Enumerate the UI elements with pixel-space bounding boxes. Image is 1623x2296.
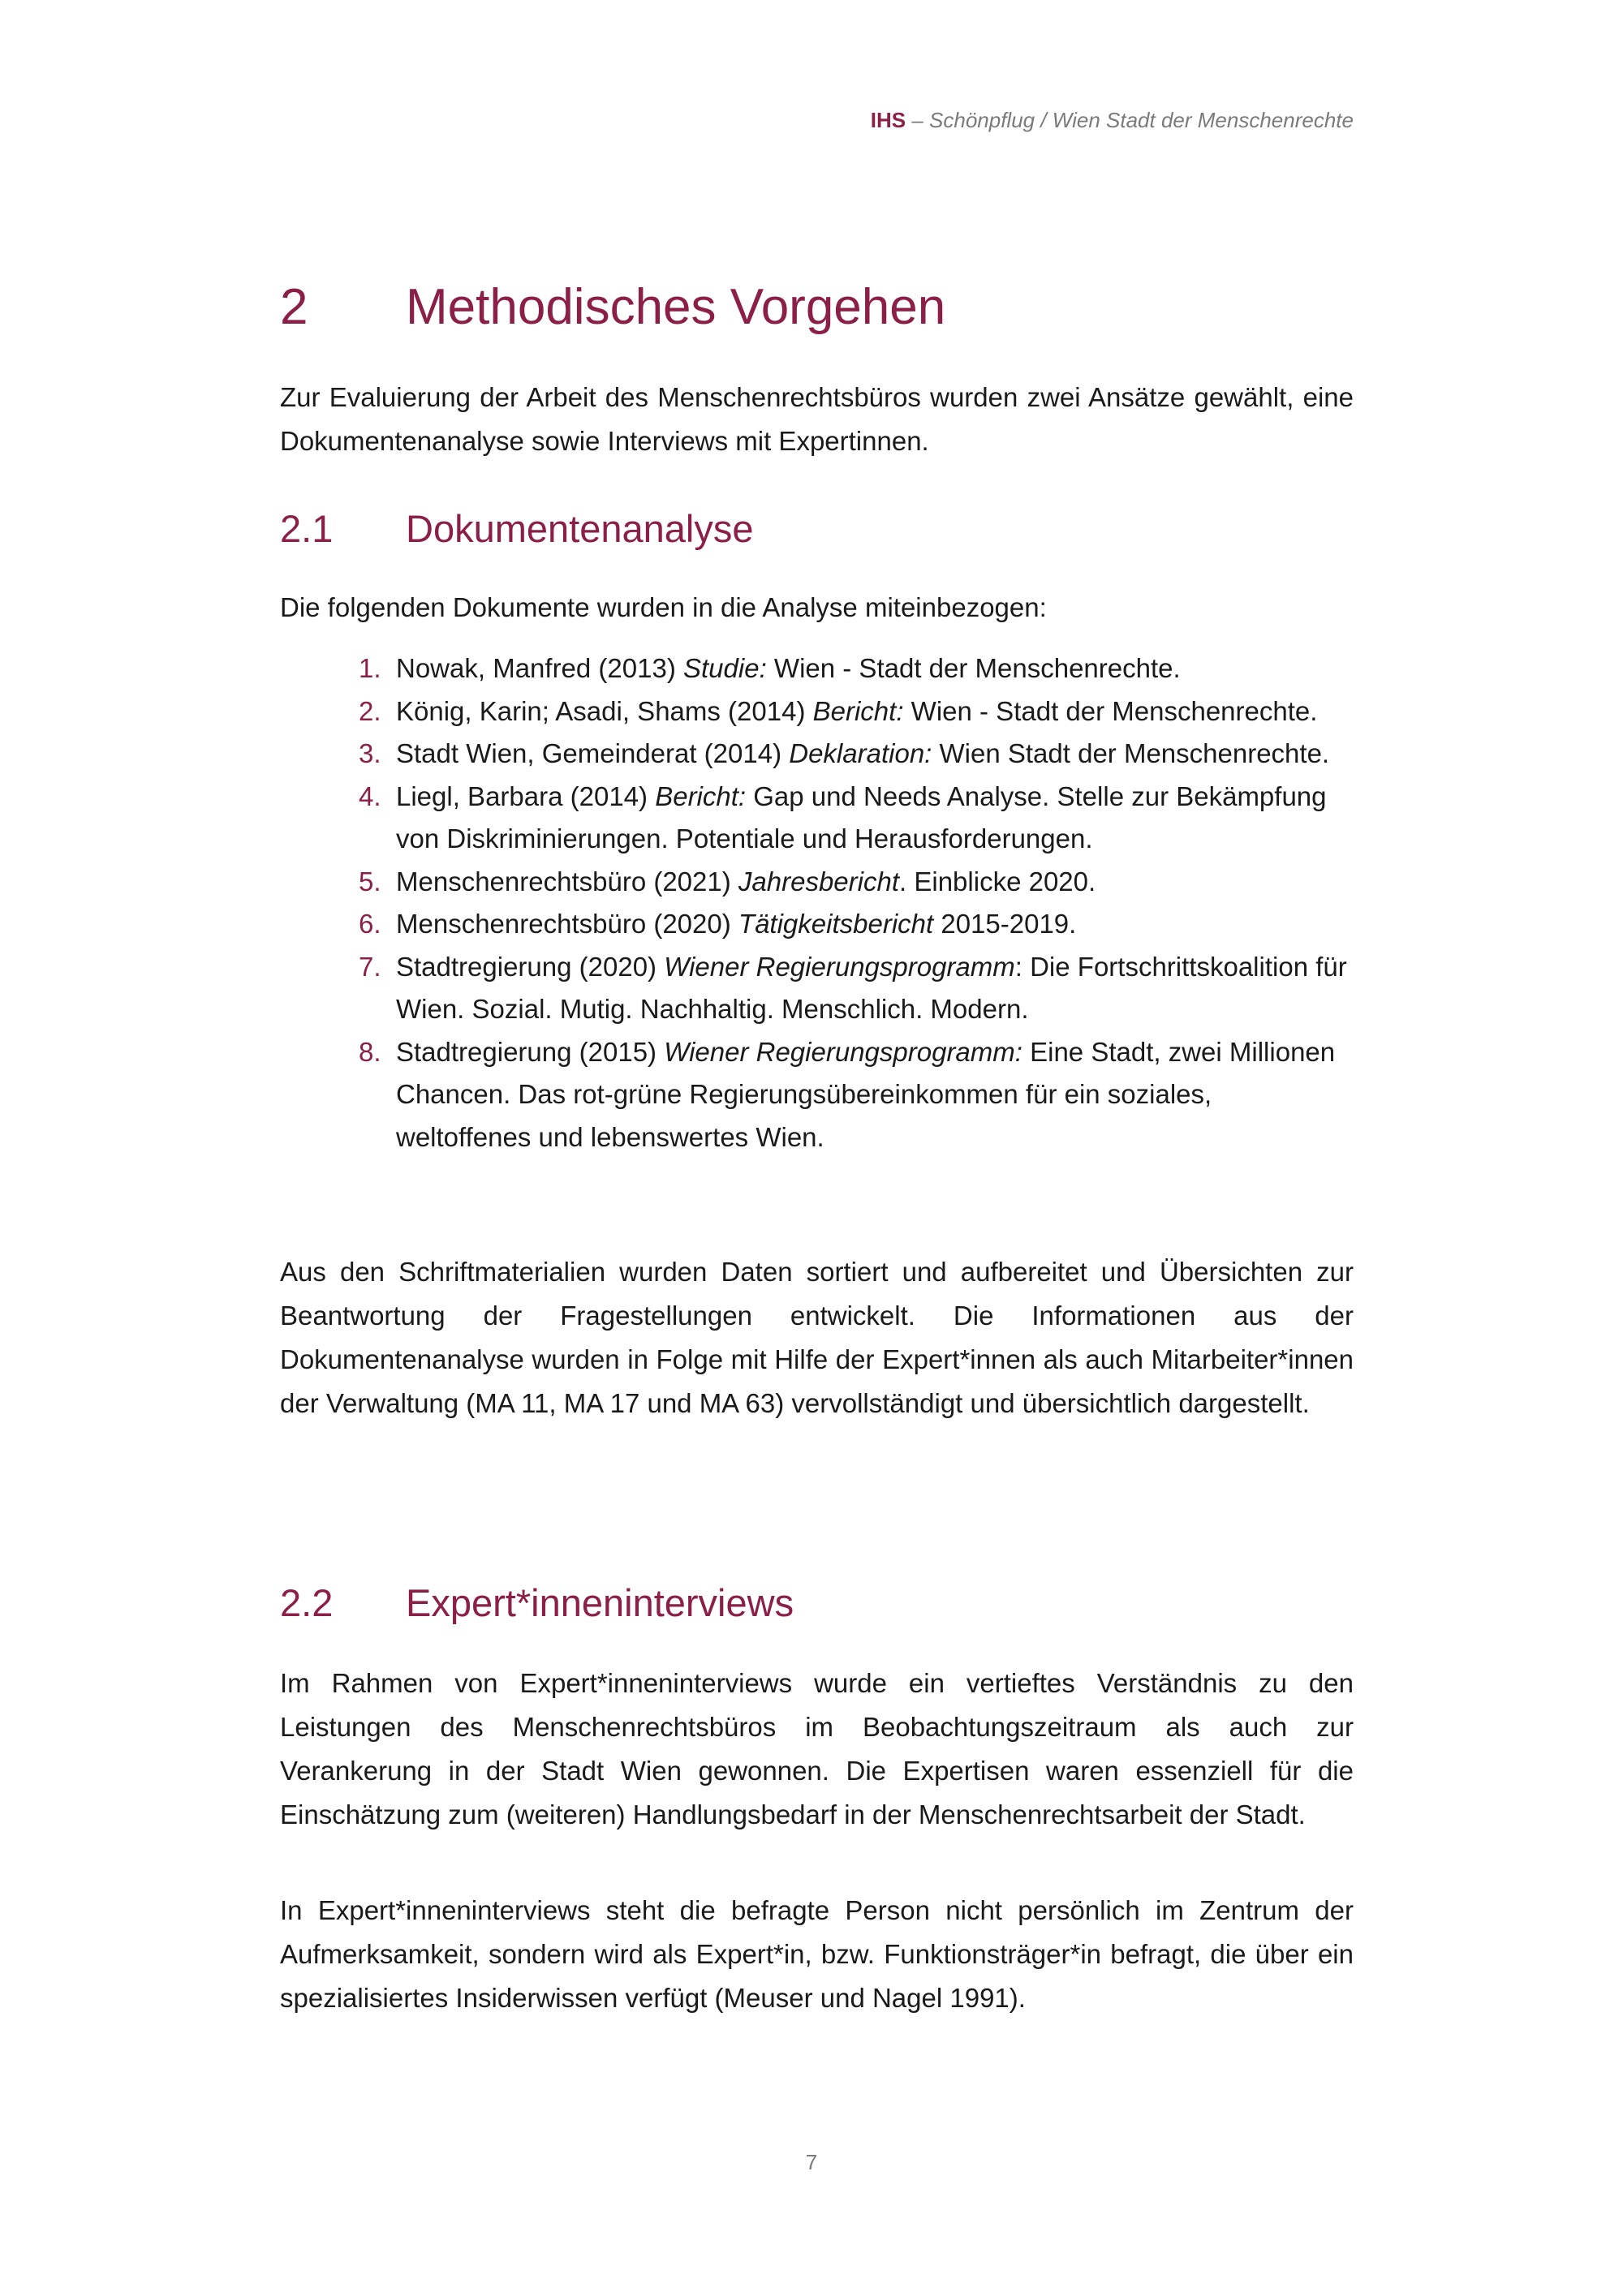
list-item <box>280 946 1354 1031</box>
list-item-text: Wien - Stadt der Menschenrechte. <box>766 653 1181 683</box>
list-item-type: Studie: <box>683 653 767 683</box>
interviews-paragraph-1: Im Rahmen von Expert*inneninterviews wurde ein vertieftes Verständnis zu den Leistungen des Menschenrechtsbüros im Beobachtungszeitraum als auch zur Verankerung in der Stadt Wien gewonnen. Die Expertisen waren essenziell für die Einschätzung zum (weiteren) Handlungsbedarf in der Menschenrechtsarbeit der Stadt. <box>280 1668 1354 1829</box>
list-item-text: Wien - Stadt der Menschenrechte. <box>903 695 1318 726</box>
section-title: Methodisches Vorgehen <box>406 279 946 335</box>
list-item-number: 7. <box>359 951 381 982</box>
list-item-type: Bericht: <box>655 780 747 811</box>
subsection-heading-dokumentenanalyse <box>280 506 754 551</box>
list-item-text: Gap und Needs Analyse. Stelle zur Bekämpfung von Diskriminierungen. Potentiale und Herausforderungen. <box>396 780 1327 853</box>
list-item-text: Stadt Wien, Gemeinderat (2014) <box>396 738 790 768</box>
list-item <box>280 861 1354 904</box>
list-item-type: Tätigkeitsbericht <box>738 909 934 939</box>
list-item-type: Wiener Regierungsprogramm <box>664 951 1015 982</box>
list-item-text: Menschenrechtsbüro (2020) <box>396 909 738 939</box>
list-item-type: Bericht: <box>812 695 904 726</box>
list-item-type: Deklaration: <box>789 738 932 768</box>
list-item-text: Wien Stadt der Menschenrechte. <box>932 738 1330 768</box>
list-item-number: 2. <box>359 695 381 726</box>
section-intro: Zur Evaluierung der Arbeit des Menschenrechtsbüros wurden zwei Ansätze gewählt, eine Dokumentenanalyse sowie Interviews mit Expertinnen. <box>280 382 1354 456</box>
section-number: 2 <box>280 279 308 335</box>
running-header <box>871 108 1354 133</box>
list-item <box>280 690 1354 733</box>
list-item-text: Liegl, Barbara (2014) <box>396 780 656 811</box>
list-item <box>280 1031 1354 1159</box>
list-item-text: Stadtregierung (2015) <box>396 1036 665 1067</box>
list-item-text: Stadtregierung (2020) <box>396 951 665 982</box>
dokumentenanalyse-closing-paragraph: Aus den Schriftmaterialien wurden Daten sortiert und aufbereitet und Übersichten zur Beantwortung der Fragestellungen entwickelt. Die Informationen aus der Dokumentenanalyse wurden in Folge mit Hilfe der Expert*innen als auch Mitarbeiter*innen der Verwaltung (MA 11, MA 17 und MA 63) vervollständigt und übersichtlich dargestellt. <box>280 1257 1354 1418</box>
header-title: Schönpflug / Wien Stadt der Menschenrechte <box>929 108 1354 132</box>
list-item-type: Wiener Regierungsprogramm: <box>664 1036 1022 1067</box>
list-item-number: 1. <box>359 653 381 683</box>
header-separator: – <box>906 108 930 132</box>
list-item-text: 2015-2019. <box>933 909 1077 939</box>
header-org: IHS <box>870 108 906 132</box>
list-item-number: 4. <box>359 780 381 811</box>
list-item <box>280 733 1354 776</box>
list-item-text: : Die Fortschrittskoalition für Wien. Sozial. Mutig. Nachhaltig. Menschlich. Modern. <box>396 951 1347 1024</box>
interviews-paragraph-2: In Expert*inneninterviews steht die befragte Person nicht persönlich im Zentrum der Aufmerksamkeit, sondern wird als Expert*in, bzw. Funktionsträger*in befragt, die über ein spezialisiertes Insiderwissen verfügt (Meuser und Nagel 1991). <box>280 1895 1354 2013</box>
subsection-heading-expertinneninterviews <box>280 1580 794 1625</box>
subsection-number: 2.2 <box>280 1581 334 1624</box>
page-number: 7 <box>805 2150 818 2174</box>
list-item-number: 5. <box>359 866 381 896</box>
document-list-lead: Die folgenden Dokumente wurden in die Analyse miteinbezogen: <box>280 592 1047 622</box>
list-item-number: 3. <box>359 738 381 768</box>
list-item-text: Menschenrechtsbüro (2021) <box>396 866 738 896</box>
list-item-text: Nowak, Manfred (2013) <box>396 653 683 683</box>
subsection-title: Dokumentenanalyse <box>406 507 754 550</box>
list-item <box>280 903 1354 946</box>
document-list <box>280 647 1354 1159</box>
list-item <box>280 647 1354 690</box>
list-item-text: König, Karin; Asadi, Shams (2014) <box>396 695 813 726</box>
list-item-number: 6. <box>359 909 381 939</box>
subsection-number: 2.1 <box>280 507 334 550</box>
subsection-title: Expert*inneninterviews <box>406 1581 794 1624</box>
list-item-text: Eine Stadt, zwei Millionen Chancen. Das rot-grüne Regierungsübereinkommen für ein soziales, weltoffenes und lebenswertes Wien. <box>396 1036 1336 1152</box>
list-item-type: Jahresbericht <box>738 866 900 896</box>
section-heading <box>280 278 945 336</box>
list-item-text: . Einblicke 2020. <box>899 866 1096 896</box>
list-item <box>280 776 1354 861</box>
list-item-number: 8. <box>359 1036 381 1067</box>
